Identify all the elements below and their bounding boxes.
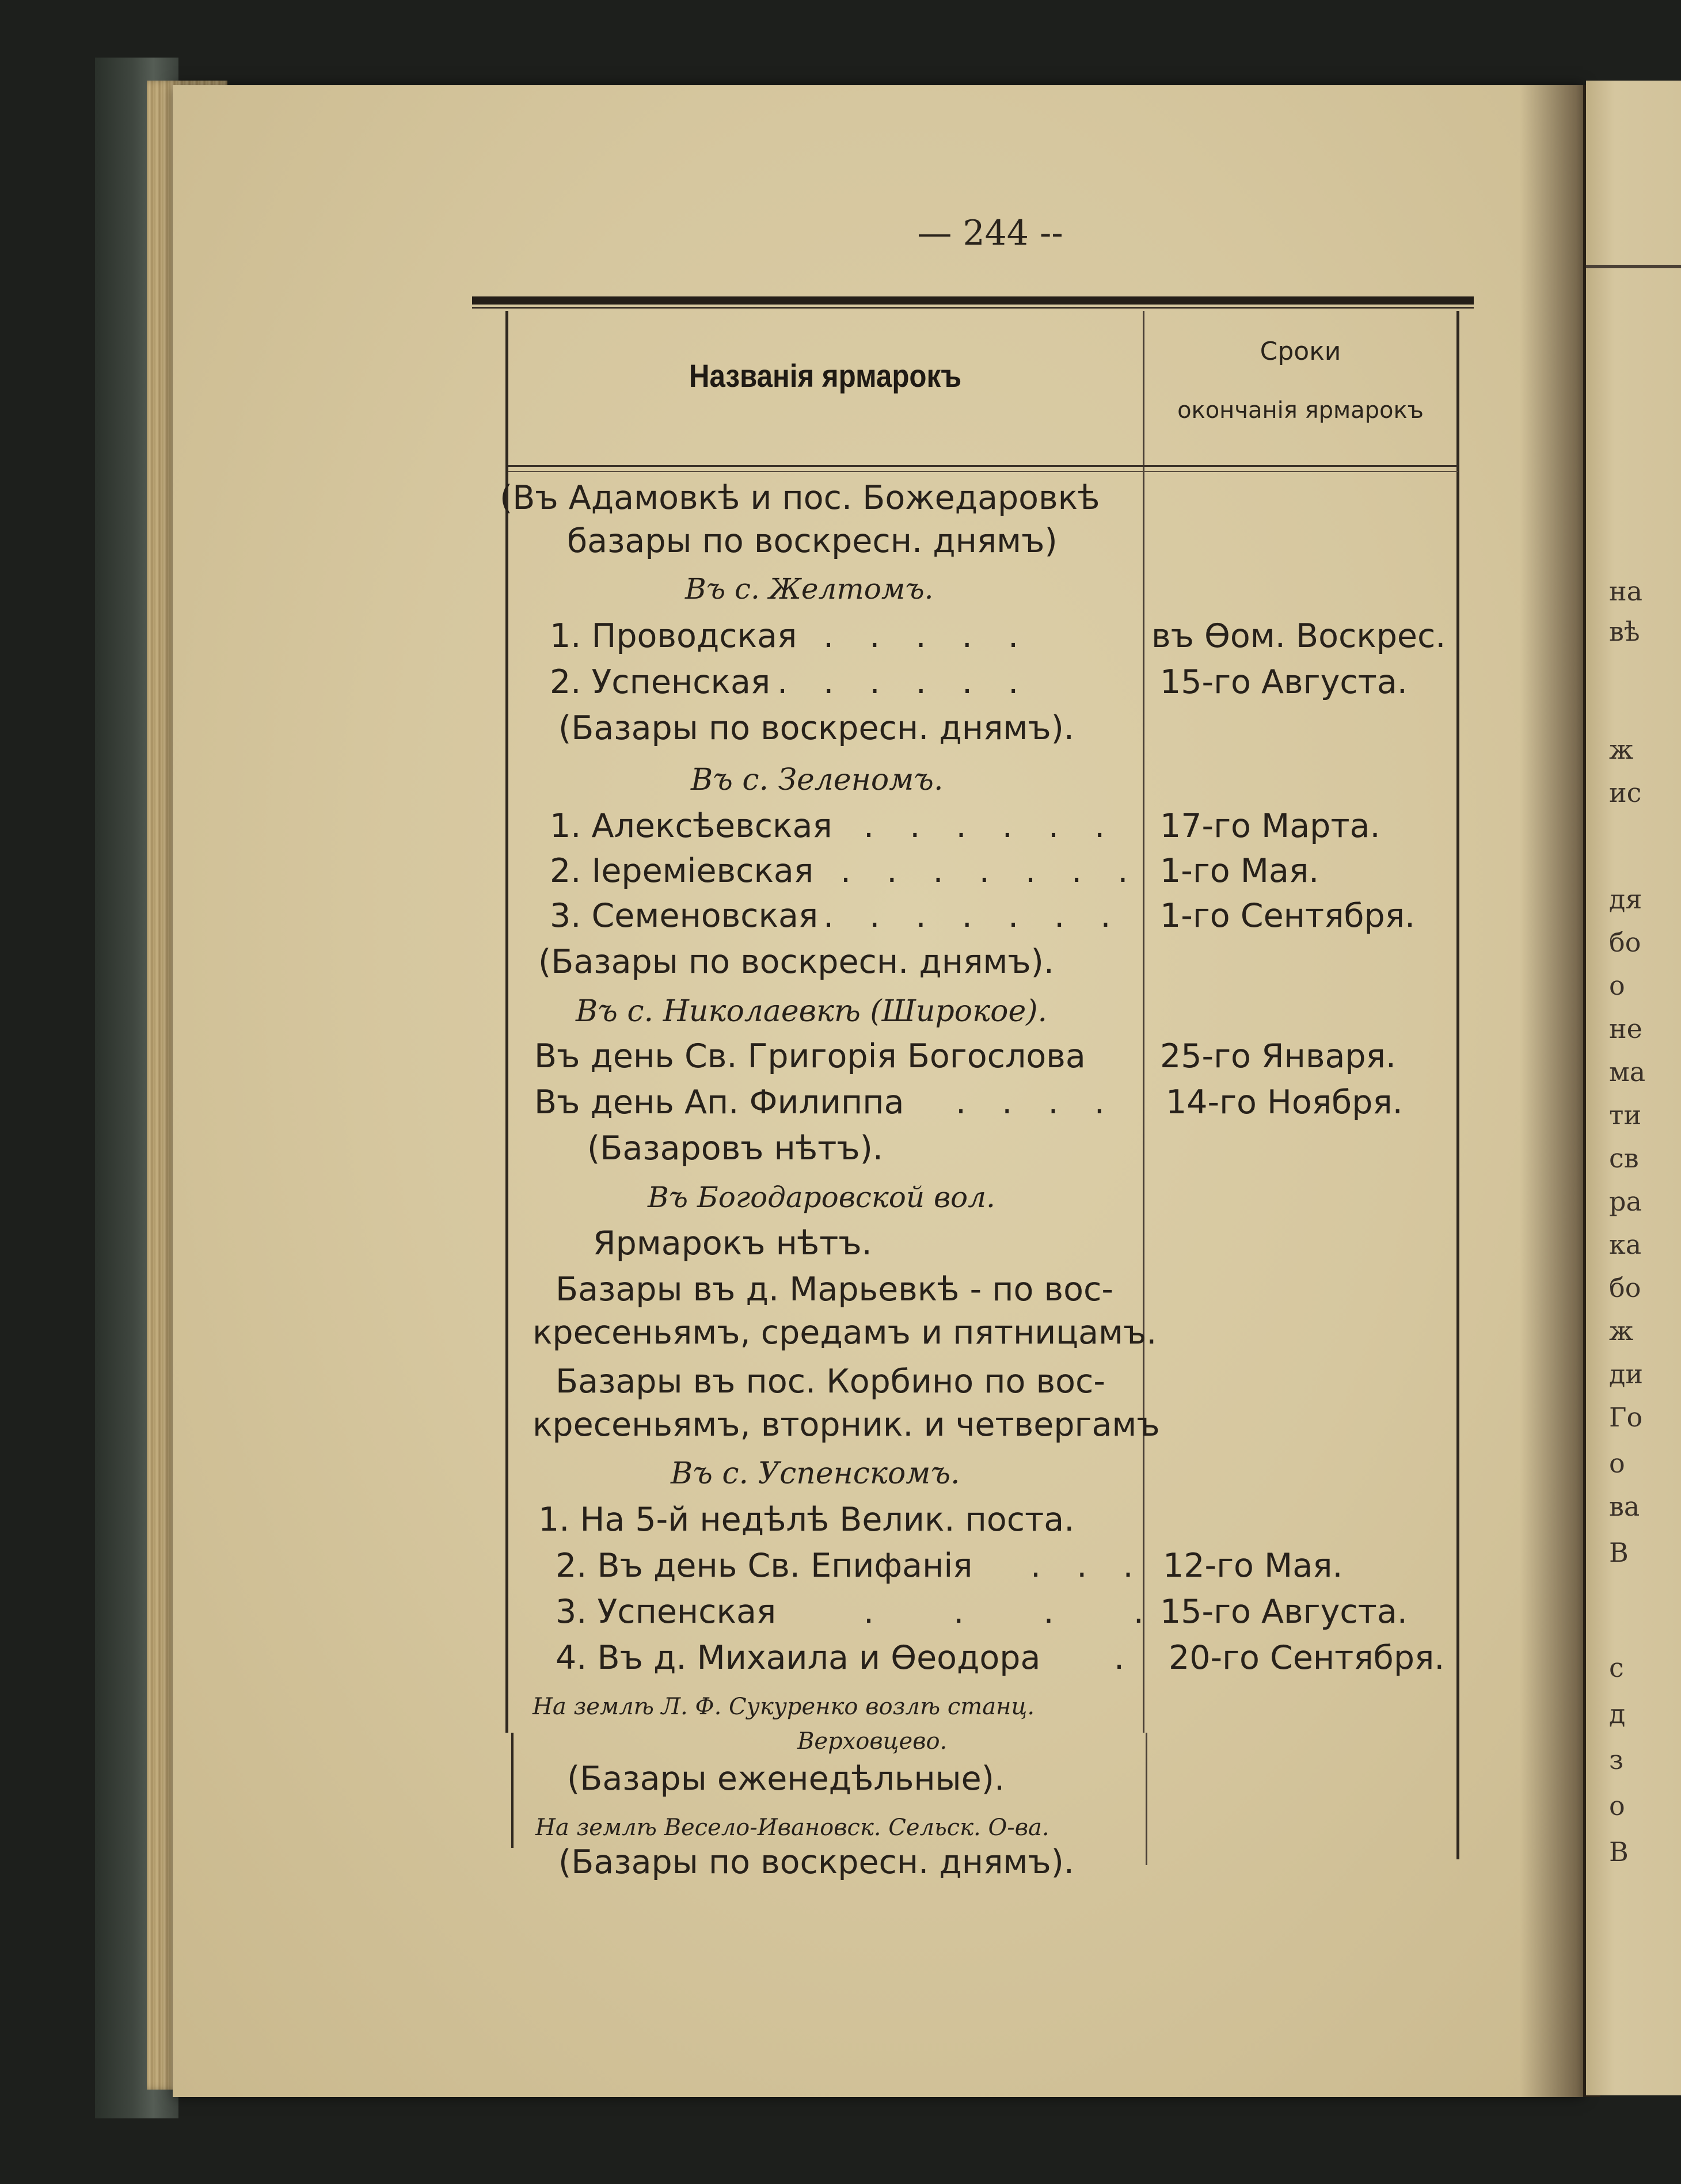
next-page-fragment: на [1609,576,1643,607]
fair-entry: (Базары по воскресн. днямъ). [538,943,1054,981]
leader-dots: . . . . [956,1083,1117,1121]
table-right-border [1456,311,1459,1859]
next-page-edge [1586,81,1681,2095]
fair-entry: кресеньямъ, вторник. и четвергамъ [533,1406,1160,1444]
fair-entry: 2. Іереміевская [550,852,814,890]
next-page-fragment: ж [1609,1315,1634,1346]
fair-entry: 3. Успенская [556,1593,777,1631]
fair-date: 25-го Января. [1160,1037,1397,1075]
locality-note: На землѣ Весело-Ивановск. Сельск. О-ва. [535,1814,1049,1841]
leader-dots: . [1114,1639,1125,1677]
fair-date: 15-го Августа. [1160,663,1408,701]
next-page-fragment: бо [1609,927,1641,958]
column-header-terms-sub: окончанія ярмарокъ [1177,397,1424,424]
next-page-fragment: о [1609,970,1625,1001]
next-page-fragment: Го [1609,1402,1643,1433]
page-number: — 244 -- [917,213,1063,253]
fair-entry: (Базары по воскресн. днямъ). [558,709,1074,747]
table-header-rule-thin [508,471,1458,472]
fair-entry: 2. Успенская [550,663,771,701]
next-page-fragment: вѣ [1609,616,1640,647]
table-left-border [505,311,508,1733]
fair-entry: (Въ Адамовкѣ и пос. Божедаровкѣ [500,479,1100,517]
fair-entry: 4. Въ д. Михаила и Өеодора [556,1639,1041,1677]
leader-dots: . . . . . [823,617,1032,655]
next-page-rule [1586,265,1681,268]
next-page-fragment: о [1609,1790,1625,1821]
table-column-divider-lower [1146,1733,1147,1865]
fair-entry: 1. На 5-й недѣлѣ Велик. поста. [538,1501,1075,1539]
fair-entry: Базары въ д. Марьевкѣ - по вос- [556,1270,1113,1308]
fair-entry: кресеньямъ, средамъ и пятницамъ. [533,1314,1157,1352]
table-left-border-lower [511,1733,514,1848]
locality-heading: Въ с. Успенскомъ. [671,1456,960,1491]
fair-date: 14-го Ноября. [1166,1083,1403,1121]
next-page-fragment: ис [1609,777,1642,808]
locality-heading: Въ с. Зеленомъ. [691,763,944,797]
table-column-divider [1143,311,1144,1278]
leader-dots: . . . [1030,1547,1146,1585]
locality-heading: Въ с. Желтомъ. [685,572,934,606]
leader-dots: . . . . . . [777,663,1032,701]
fair-date: 12-го Мая. [1163,1547,1343,1585]
next-page-fragment: св [1609,1143,1639,1174]
locality-heading: Въ Богодаровской вол. [648,1181,995,1214]
next-page-fragment: о [1609,1448,1625,1479]
next-page-fragment: ж [1609,734,1634,765]
column-header-names: Названія ярмарокъ [689,357,962,394]
next-page-fragment: ти [1609,1099,1642,1131]
fair-date: въ Өом. Воскрес. [1151,617,1446,655]
fair-entry: 1. Алексѣевская [550,807,832,845]
table-top-rule-thin [472,307,1474,309]
fair-entry: базары по воскресн. днямъ) [567,522,1058,560]
next-page-fragment: В [1609,1537,1629,1568]
fair-entry: (Базары по воскресн. днямъ). [558,1843,1074,1881]
fair-entry: Ярмарокъ нѣтъ. [593,1224,872,1262]
next-page-fragment: ма [1609,1056,1646,1087]
table-top-rule [472,296,1474,305]
next-page-fragment: В [1609,1836,1629,1867]
next-page-fragment: дя [1609,884,1642,915]
fair-entry: 1. Проводская [550,617,797,655]
fair-entry: (Базары еженедѣльные). [567,1760,1005,1798]
fair-entry: Базары въ пос. Корбино по вос- [556,1363,1105,1401]
next-page-fragment: д [1609,1698,1626,1729]
next-page-fragment: ди [1609,1359,1643,1390]
next-page-fragment: з [1609,1744,1624,1775]
next-page-fragment: ка [1609,1229,1642,1260]
fair-date: 20-го Сентября. [1169,1639,1445,1677]
fair-entry: (Базаровъ нѣтъ). [587,1129,883,1167]
leader-dots: . . . . [864,1593,1178,1631]
column-header-terms: Сроки [1260,337,1341,366]
fair-entry: Въ день Ап. Филиппа [534,1083,904,1121]
fair-date: 1-го Сентября. [1160,897,1416,935]
fair-date: 15-го Августа. [1160,1593,1408,1631]
fair-entry: 3. Семеновская [550,897,819,935]
next-page-fragment: с [1609,1652,1624,1683]
locality-note: На землѣ Л. Ф. Сукуренко возлѣ станц. [533,1694,1035,1720]
fair-entry: Въ день Св. Григорія Богослова [534,1037,1086,1075]
table-header-rule [508,465,1458,467]
fair-entry: 2. Въ день Св. Епифанія [556,1547,973,1585]
leader-dots: . . . . . . . [823,897,1124,935]
next-page-fragment: ва [1609,1491,1640,1522]
locality-heading: Въ с. Николаевкѣ (Широкое). [576,994,1048,1029]
locality-note: Верховцево. [797,1728,948,1755]
fair-date: 1-го Мая. [1160,852,1319,890]
next-page-fragment: не [1609,1013,1642,1044]
leader-dots: . . . . . . [864,807,1118,845]
next-page-fragment: ра [1609,1186,1642,1217]
leader-dots: . . . . . . . [840,852,1141,890]
next-page-fragment: бо [1609,1272,1641,1303]
fair-date: 17-го Марта. [1160,807,1380,845]
